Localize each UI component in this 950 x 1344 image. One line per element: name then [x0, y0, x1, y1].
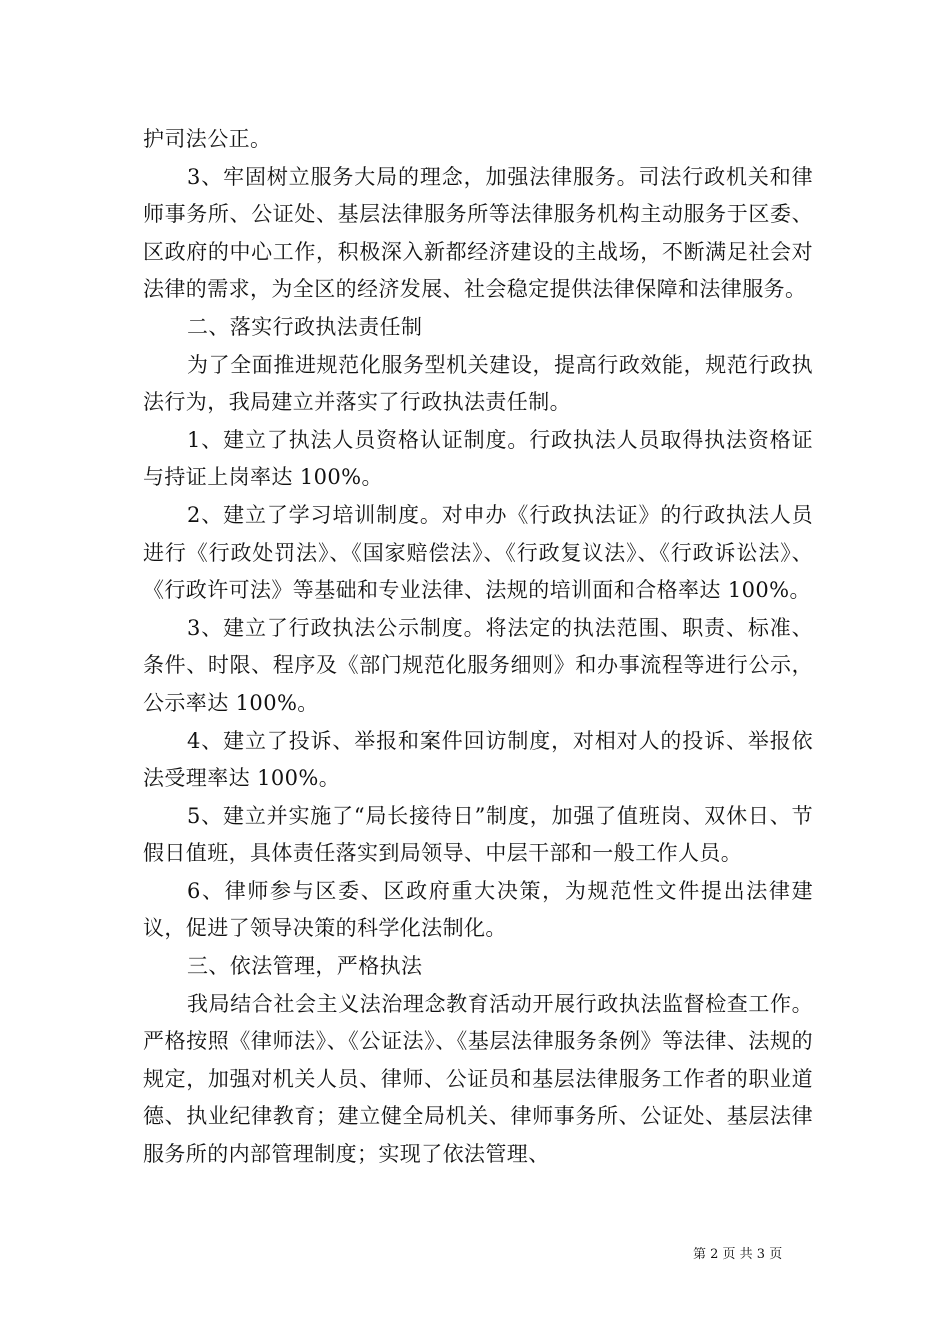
paragraph: 护司法公正。: [143, 127, 272, 151]
list-item: 3、建立了行政执法公示制度。将法定的执法范围、职责、标准、条件、时限、程序及《部门规范化服务细则》和办事流程等进行公示，公示率达 100%。: [143, 615, 813, 715]
section-heading: 三、依法管理，严格执法: [187, 954, 423, 979]
list-item: 1、建立了执法人员资格认证制度。行政执法人员取得执法资格证与持证上岗率达 100%。: [143, 427, 813, 490]
paragraph: 我局结合社会主义法治理念教育活动开展行政执法监督检查工作。严格按照《律师法》、《公证法》、《基层法律服务条例》等法律、法规的规定，加强对机关人员、律师、公证员和基层法律服务工作者的职业道德、执业纪律教育；建立健全局机关、律师事务所、公证处、基层法律服务所的内部管理制度；实现了依法管理、: [143, 991, 813, 1167]
list-item: 2、建立了学习培训制度。对申办《行政执法证》的行政执法人员进行《行政处罚法》、《国家赔偿法》、《行政复议法》、《行政诉讼法》、《行政许可法》等基础和专业法律、法规的培训面和合格率达 100%。: [143, 502, 813, 603]
page-number-footer: 第 2 页 共 3 页: [693, 1247, 783, 1262]
list-item: 5、建立并实施了“局长接待日”制度，加强了值班岗、双休日、节假日值班，具体责任落实到局领导、中层干部和一般工作人员。: [143, 803, 813, 866]
section-heading: 二、落实行政执法责任制: [187, 314, 423, 339]
paragraph: 3、牢固树立服务大局的理念，加强法律服务。司法行政机关和律师事务所、公证处、基层法律服务所等法律服务机构主动服务于区委、区政府的中心工作，积极深入新都经济建设的主战场，不断满足社会对法律的需求，为全区的经济发展、社会稳定提供法律保障和法律服务。: [143, 164, 813, 302]
document-body: [143, 121, 813, 1174]
paragraph: 为了全面推进规范化服务型机关建设，提高行政效能，规范行政执法行为，我局建立并落实了行政执法责任制。: [143, 352, 813, 415]
list-item: 4、建立了投诉、举报和案件回访制度，对相对人的投诉、举报依法受理率达 100%。: [143, 728, 813, 791]
list-item: 6、律师参与区委、区政府重大决策，为规范性文件提出法律建议，促进了领导决策的科学化法制化。: [143, 878, 813, 941]
